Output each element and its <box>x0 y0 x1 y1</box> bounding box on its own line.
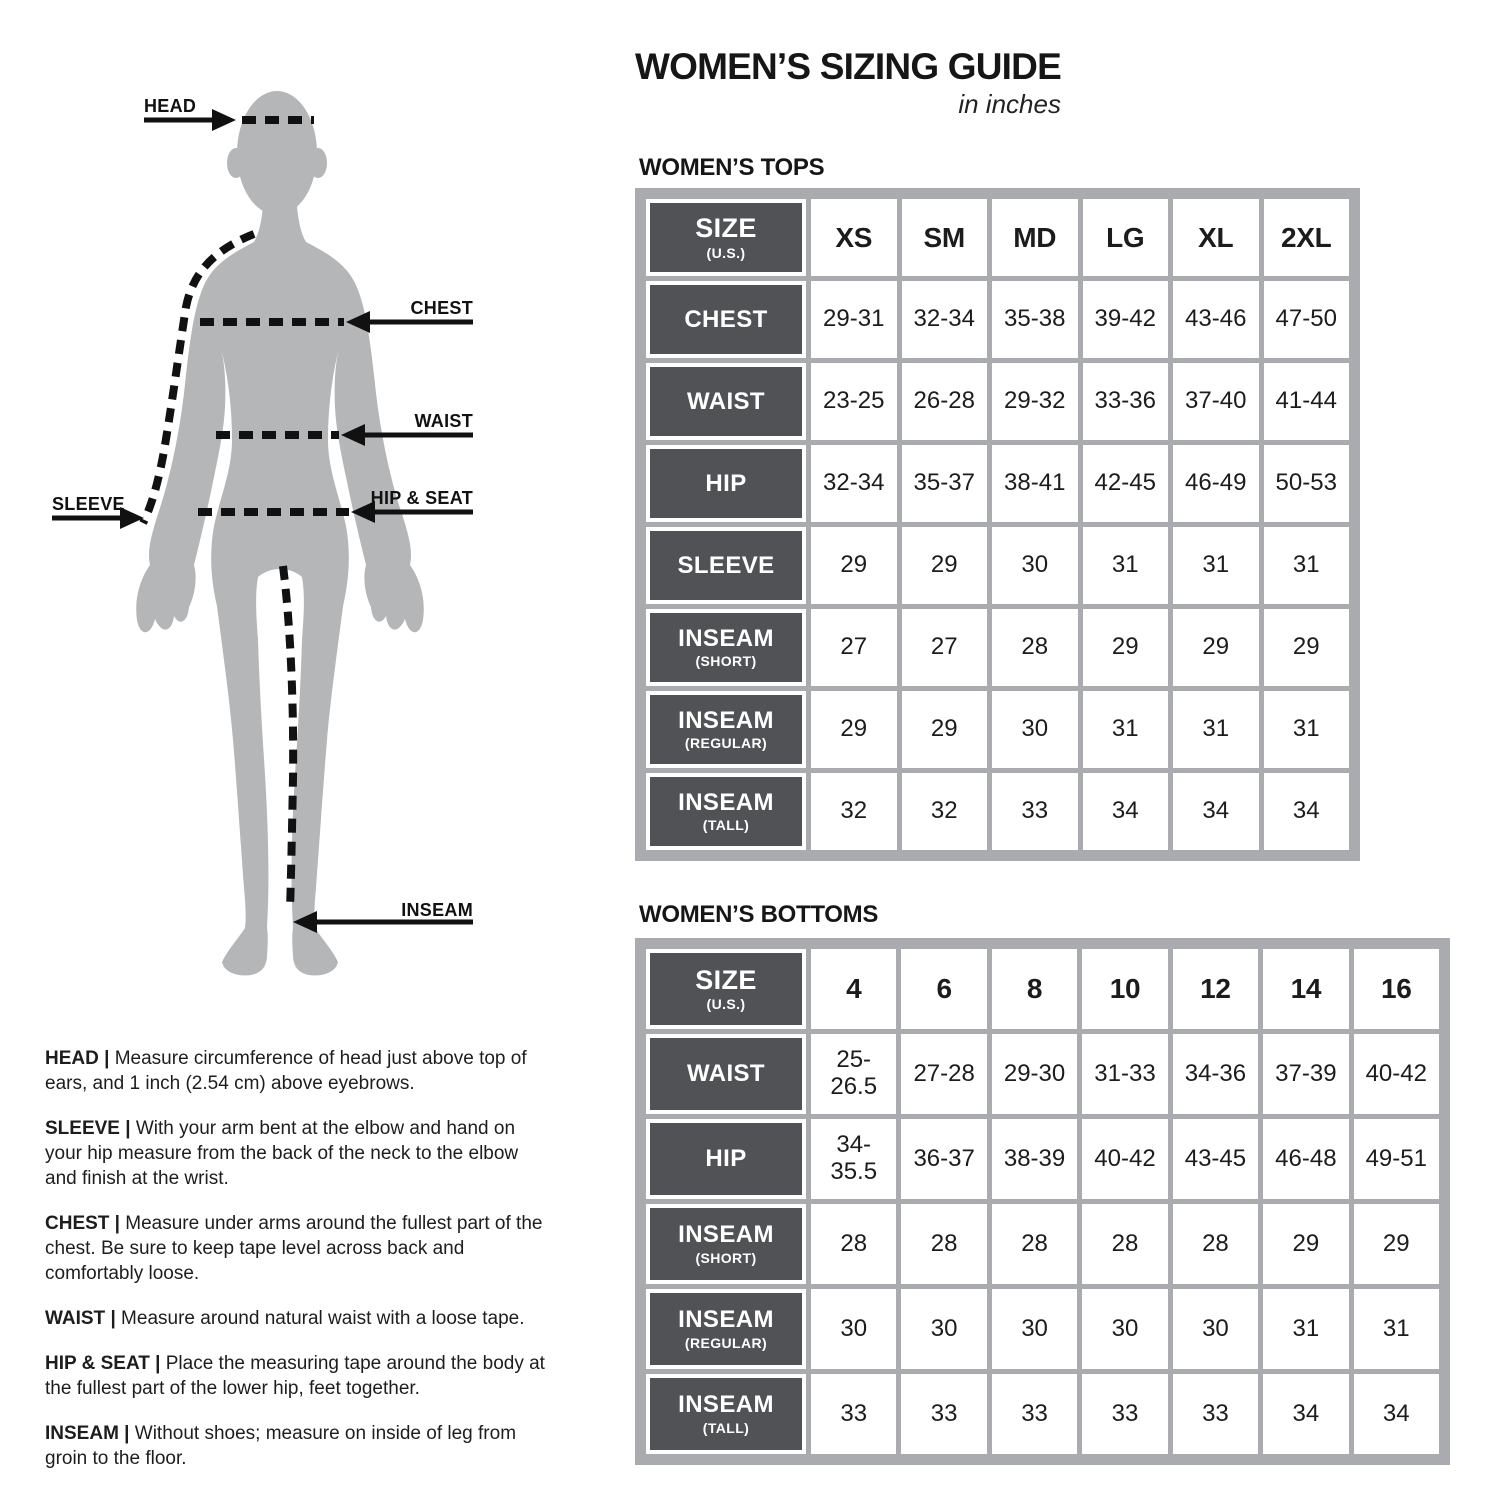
measurement-cell: 29 <box>811 527 897 604</box>
measurement-cell: 27 <box>902 609 988 686</box>
measurement-cell: 36-37 <box>901 1119 986 1199</box>
size-column-header: 16 <box>1354 949 1439 1029</box>
row-header-label: INSEAM <box>678 1306 774 1334</box>
measurement-cell: 33 <box>811 1374 896 1454</box>
measurement-cell: 29 <box>1173 609 1259 686</box>
row-header-label: INSEAM <box>678 1391 774 1419</box>
row-header-sub: (REGULAR) <box>684 1334 768 1351</box>
measurement-cell: 29 <box>902 691 988 768</box>
measurement-cell: 50-53 <box>1264 445 1350 522</box>
row-header-label: CHEST <box>684 305 768 333</box>
measurement-cell: 34 <box>1264 773 1350 850</box>
tops-section-title: WOMEN’S TOPS <box>639 154 825 181</box>
instruction-term: HIP & SEAT | <box>45 1353 161 1374</box>
inseam-measure-line <box>283 566 293 910</box>
body-silhouette <box>136 91 424 975</box>
instruction-text: With your arm bent at the elbow and hand on your hip measure from the back of the neck to the elbow and finish at the wrist. <box>45 1118 519 1189</box>
row-header-label: SIZE <box>695 213 757 244</box>
row-header-label: WAIST <box>687 387 765 415</box>
measurement-cell: 28 <box>992 609 1078 686</box>
measurement-cell: 31 <box>1173 691 1259 768</box>
measurement-cell: 29 <box>811 691 897 768</box>
measurement-cell: 26-28 <box>902 363 988 440</box>
tops-table <box>635 188 1360 861</box>
measurement-cell: 31 <box>1354 1289 1439 1369</box>
measurement-cell: 28 <box>1173 1204 1258 1284</box>
measurement-cell: 27-28 <box>901 1034 986 1114</box>
measurement-cell: 34 <box>1083 773 1169 850</box>
row-header-waist <box>646 1034 806 1114</box>
instruction-text: Measure under arms around the fullest part of the chest. Be sure to keep tape level across back and comfortably loose. <box>45 1213 543 1284</box>
measurement-cell: 23-25 <box>811 363 897 440</box>
bottoms-table <box>635 938 1450 1465</box>
row-header-inseam-tall <box>646 1374 806 1454</box>
measurement-cell: 29 <box>1264 609 1350 686</box>
size-column-header: MD <box>992 199 1078 276</box>
row-header-label: INSEAM <box>678 1221 774 1249</box>
instruction-term: INSEAM | <box>45 1423 130 1444</box>
measurement-cell: 41-44 <box>1264 363 1350 440</box>
measurement-instructions <box>45 1046 553 1491</box>
size-column-header: 4 <box>811 949 896 1029</box>
row-header-sleeve <box>646 527 806 604</box>
measurement-cell: 42-45 <box>1083 445 1169 522</box>
row-header-hip <box>646 1119 806 1199</box>
row-header-label: INSEAM <box>678 706 774 734</box>
measurement-cell: 46-49 <box>1173 445 1259 522</box>
measurement-cell: 29 <box>1263 1204 1348 1284</box>
row-header-sub: (SHORT) <box>695 1249 757 1266</box>
instruction-text: Without shoes; measure on inside of leg from groin to the floor. <box>45 1423 517 1469</box>
row-header-sub: (U.S.) <box>706 996 746 1013</box>
measurement-cell: 29-32 <box>992 363 1078 440</box>
instruction-sleeve <box>45 1116 553 1191</box>
size-column-header: XL <box>1173 199 1259 276</box>
measurement-cell: 38-39 <box>992 1119 1077 1199</box>
measurement-cell: 27 <box>811 609 897 686</box>
measurement-cell: 28 <box>1082 1204 1167 1284</box>
row-header-size <box>646 199 806 276</box>
measurement-cell: 29 <box>1354 1204 1439 1284</box>
measurement-cell: 30 <box>992 527 1078 604</box>
measurement-cell: 40-42 <box>1082 1119 1167 1199</box>
row-header-label: SIZE <box>695 964 757 995</box>
instruction-hip-seat <box>45 1351 553 1401</box>
measurement-cell: 39-42 <box>1083 281 1169 358</box>
measurement-cell: 43-46 <box>1173 281 1259 358</box>
row-header-sub: (TALL) <box>702 1419 750 1436</box>
measurement-cell: 31 <box>1083 527 1169 604</box>
diagram-label-head: HEAD <box>144 96 197 116</box>
measurement-cell: 34-36 <box>1173 1034 1258 1114</box>
sizing-tables-column <box>635 40 1465 1480</box>
row-header-sub: (SHORT) <box>695 653 757 670</box>
row-header-sub: (REGULAR) <box>684 735 768 752</box>
measurement-cell: 30 <box>992 1289 1077 1369</box>
measurement-cell: 30 <box>992 691 1078 768</box>
measurement-cell: 34 <box>1263 1374 1348 1454</box>
size-column-header: 14 <box>1263 949 1348 1029</box>
diagram-label-sleeve: SLEEVE <box>52 494 125 514</box>
measurement-cell: 38-41 <box>992 445 1078 522</box>
instruction-term: HEAD | <box>45 1048 110 1069</box>
measurement-cell: 49-51 <box>1354 1119 1439 1199</box>
measurement-cell: 29-31 <box>811 281 897 358</box>
measurement-cell: 31 <box>1083 691 1169 768</box>
body-measurement-diagram <box>40 60 580 1020</box>
measurement-cell: 30 <box>1082 1289 1167 1369</box>
measurement-cell: 25-26.5 <box>811 1034 896 1114</box>
measurement-cell: 46-48 <box>1263 1119 1348 1199</box>
measurement-cell: 32 <box>811 773 897 850</box>
measurement-cell: 30 <box>901 1289 986 1369</box>
size-column-header: SM <box>902 199 988 276</box>
bottoms-section-title: WOMEN’S BOTTOMS <box>639 901 879 928</box>
size-column-header: LG <box>1083 199 1169 276</box>
size-column-header: 8 <box>992 949 1077 1029</box>
diagram-label-waist: WAIST <box>414 411 473 431</box>
row-header-sub: (TALL) <box>702 817 750 834</box>
instruction-text: Measure circumference of head just above top of ears, and 1 inch (2.54 cm) above eyebrows. <box>45 1048 527 1094</box>
measurement-cell: 37-40 <box>1173 363 1259 440</box>
instruction-term: CHEST | <box>45 1213 120 1234</box>
measurement-cell: 33 <box>992 773 1078 850</box>
measurement-cell: 29 <box>902 527 988 604</box>
diagram-label-hip-seat: HIP & SEAT <box>370 488 473 508</box>
measurement-cell: 34 <box>1354 1374 1439 1454</box>
measurement-cell: 33 <box>1173 1374 1258 1454</box>
instruction-waist <box>45 1306 553 1331</box>
row-header-inseam-regular <box>646 691 806 768</box>
measurement-cell: 29 <box>1083 609 1169 686</box>
measurement-cell: 35-38 <box>992 281 1078 358</box>
size-column-header: 12 <box>1173 949 1258 1029</box>
measurement-cell: 43-45 <box>1173 1119 1258 1199</box>
diagram-label-inseam: INSEAM <box>401 900 473 920</box>
measurement-cell: 28 <box>901 1204 986 1284</box>
measurement-cell: 31-33 <box>1082 1034 1167 1114</box>
measurement-cell: 32 <box>902 773 988 850</box>
row-header-inseam-short <box>646 1204 806 1284</box>
row-header-waist <box>646 363 806 440</box>
row-header-label: INSEAM <box>678 788 774 816</box>
measurement-cell: 32-34 <box>902 281 988 358</box>
instruction-term: SLEEVE | <box>45 1118 131 1139</box>
measurement-cell: 34-35.5 <box>811 1119 896 1199</box>
measurement-cell: 33 <box>992 1374 1077 1454</box>
measurement-cell: 33 <box>901 1374 986 1454</box>
row-header-inseam-regular <box>646 1289 806 1369</box>
row-header-sub: (U.S.) <box>706 244 746 261</box>
title-block <box>635 46 1061 120</box>
measurement-cell: 28 <box>811 1204 896 1284</box>
instruction-text: Place the measuring tape around the body at the fullest part of the lower hip, feet together. <box>45 1353 545 1399</box>
row-header-inseam-short <box>646 609 806 686</box>
row-header-label: HIP <box>705 469 747 497</box>
measurement-cell: 30 <box>1173 1289 1258 1369</box>
measurement-cell: 31 <box>1264 527 1350 604</box>
measurement-cell: 30 <box>811 1289 896 1369</box>
measurement-cell: 34 <box>1173 773 1259 850</box>
page-title: WOMEN’S SIZING GUIDE <box>635 46 1061 87</box>
measurement-cell: 31 <box>1264 691 1350 768</box>
size-column-header: XS <box>811 199 897 276</box>
row-header-label: SLEEVE <box>677 551 775 579</box>
measurement-cell: 40-42 <box>1354 1034 1439 1114</box>
row-header-chest <box>646 281 806 358</box>
measurement-cell: 28 <box>992 1204 1077 1284</box>
instruction-chest <box>45 1211 553 1286</box>
row-header-size <box>646 949 806 1029</box>
size-column-header: 6 <box>901 949 986 1029</box>
measurement-cell: 33-36 <box>1083 363 1169 440</box>
instruction-head <box>45 1046 553 1096</box>
size-column-header: 2XL <box>1264 199 1350 276</box>
page-subtitle: in inches <box>958 89 1061 120</box>
row-header-label: HIP <box>705 1145 747 1173</box>
measurement-cell: 32-34 <box>811 445 897 522</box>
diagram-label-chest: CHEST <box>410 298 473 318</box>
row-header-label: WAIST <box>687 1060 765 1088</box>
measurement-cell: 37-39 <box>1263 1034 1348 1114</box>
size-column-header: 10 <box>1082 949 1167 1029</box>
measurement-cell: 31 <box>1173 527 1259 604</box>
row-header-hip <box>646 445 806 522</box>
measurement-cell: 33 <box>1082 1374 1167 1454</box>
measurement-cell: 35-37 <box>902 445 988 522</box>
row-header-label: INSEAM <box>678 624 774 652</box>
instruction-inseam <box>45 1421 553 1471</box>
instruction-term: WAIST | <box>45 1308 116 1329</box>
row-header-inseam-tall <box>646 773 806 850</box>
measurement-cell: 47-50 <box>1264 281 1350 358</box>
measurement-cell: 29-30 <box>992 1034 1077 1114</box>
instruction-text: Measure around natural waist with a loose tape. <box>121 1308 525 1329</box>
measurement-cell: 31 <box>1263 1289 1348 1369</box>
